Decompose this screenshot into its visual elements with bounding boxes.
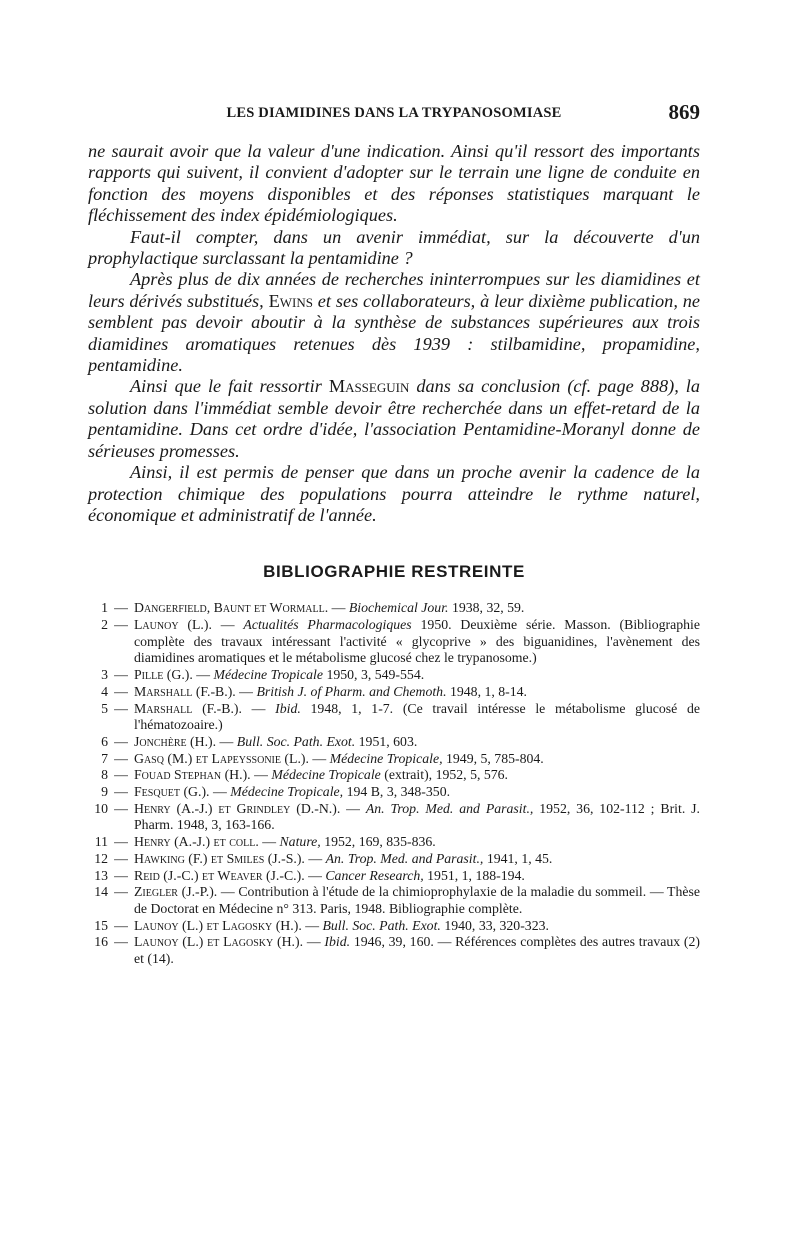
reference-authors: Pille (G.). (134, 667, 193, 683)
reference-details: (extrait), 1952, 5, 576. (380, 767, 509, 783)
reference-number: 14 (94, 884, 108, 900)
reference-authors: Henry (A.-J.) et coll. (134, 834, 259, 850)
reference-journal: British J. of Pharm. and Chemoth. (256, 683, 447, 699)
reference-separator: — (250, 767, 272, 783)
paragraph-4-text-b: dans sa conclusion (cf. page 888), la solution dans l'immédiat semble devoir être recherchée dans un effet-retard de la pentamidine. Dans cet ordre d'idée, l'association Pentamidine-Moranyl donne de sérieuses promesses. (88, 376, 700, 461)
reference-separator: — (216, 733, 237, 749)
reference-dash: — (114, 834, 128, 850)
reference-text (134, 701, 700, 734)
reference-dash: — (114, 667, 128, 683)
reference-journal: Médecine Tropicale (213, 667, 323, 683)
reference-item (88, 784, 700, 801)
reference-dash: — (114, 850, 128, 866)
body-text (88, 141, 700, 526)
reference-journal: Ibid. (324, 934, 351, 950)
reference-authors: Gasq (M.) et Lapeyssonie (L.). (134, 750, 309, 766)
reference-dash: — (114, 917, 128, 933)
reference-journal: Actualités Pharmacologiques (243, 617, 412, 633)
reference-authors: Hawking (F.) et Smiles (J.-S.). (134, 850, 305, 866)
reference-separator: — (258, 834, 280, 850)
reference-dash: — (114, 884, 128, 900)
reference-number: 13 (94, 867, 108, 883)
reference-separator: — (211, 617, 244, 633)
reference-text (134, 767, 700, 784)
reference-journal: Nature, (279, 834, 321, 850)
paragraph-3 (88, 269, 700, 376)
reference-item (88, 934, 700, 967)
reference-authors: Ziegler (J.-P.). (134, 884, 218, 900)
reference-text (134, 868, 700, 885)
reference-item (88, 600, 700, 617)
reference-number: 11 (94, 834, 108, 850)
reference-item (88, 701, 700, 734)
reference-text (134, 667, 700, 684)
paragraph-4-text-a: Ainsi que le fait ressortir (130, 376, 329, 397)
reference-number: 8 (101, 767, 108, 783)
reference-separator: — (241, 700, 276, 716)
reference-dash: — (114, 800, 128, 816)
reference-item (88, 834, 700, 851)
page-header (88, 100, 700, 124)
page (88, 100, 700, 968)
paragraph-5: Ainsi, il est permis de penser que dans un proche avenir la cadence de la protection chimique des populations pourra atteindre le rythme naturel, économique et administratif de l'année. (88, 462, 700, 525)
reference-item (88, 868, 700, 885)
reference-details: 1951, 603. (355, 733, 418, 749)
reference-details: 1941, 1, 45. (483, 850, 553, 866)
reference-authors: Dangerfield, Baunt et Wormall. (134, 600, 329, 616)
reference-authors: Jonchère (H.). (134, 733, 217, 749)
paragraph-4 (88, 376, 700, 462)
reference-dash: — (114, 733, 128, 749)
reference-dash: — (114, 617, 128, 633)
reference-journal: Médecine Tropicale (271, 767, 381, 783)
reference-details: 1949, 5, 785-804. (442, 750, 544, 766)
running-head: LES DIAMIDINES DANS LA TRYPANOSOMIASE (226, 105, 562, 121)
reference-text (134, 834, 700, 851)
reference-dash: — (114, 700, 128, 716)
reference-details: 1952, 169, 835-836. (320, 834, 436, 850)
reference-item (88, 684, 700, 701)
reference-item (88, 884, 700, 917)
reference-authors: Fesquet (G.). (134, 784, 210, 800)
reference-number: 1 (101, 600, 108, 616)
reference-item (88, 918, 700, 935)
reference-item (88, 617, 700, 667)
reference-dash: — (114, 867, 128, 883)
reference-item (88, 767, 700, 784)
reference-text (134, 918, 700, 935)
reference-number: 12 (94, 850, 108, 866)
reference-details: 1950, 3, 549-554. (323, 667, 425, 683)
reference-journal: Ibid. (275, 700, 301, 716)
reference-journal: Cancer Research, (325, 867, 424, 883)
reference-details: 194 B, 3, 348-350. (343, 784, 451, 800)
author-name-masseguin: Masseguin (328, 376, 410, 397)
reference-separator: — (308, 750, 330, 766)
reference-number: 6 (101, 733, 108, 749)
reference-details: 1946, 39, 160. — Références complètes des autres travaux (2) et (14). (134, 934, 700, 967)
reference-number: 10 (94, 800, 108, 816)
reference-number: 4 (101, 683, 108, 699)
reference-number: 3 (101, 667, 108, 683)
reference-authors: Launoy (L.) et Lagosky (H.). (134, 934, 304, 950)
reference-authors: Launoy (L.). (134, 617, 212, 633)
reference-dash: — (114, 683, 128, 699)
reference-dash: — (114, 767, 128, 783)
reference-separator: — (209, 784, 231, 800)
reference-separator: — (301, 917, 323, 933)
author-name-ewins: Ewins (268, 290, 313, 311)
reference-item (88, 667, 700, 684)
paragraph-3-text-a: Après plus de dix années de recherches ininterrompues sur les diamidines et leurs dérivés substitués, (88, 269, 700, 311)
reference-authors: Launoy (L.) et Lagosky (H.). (134, 917, 302, 933)
paragraph-3-text-b: et ses collaborateurs, à leur dixième publication, ne semblent pas devoir aboutir à la synthèse de substances supérieures aux trois diamidines aromatiques retenues dès 1939 : stilbamidine, propamidine, pentamidine. (88, 290, 700, 376)
reference-journal: Bull. Soc. Path. Exot. (236, 733, 356, 749)
reference-text (134, 617, 700, 667)
reference-dash: — (114, 934, 128, 950)
bibliography-list (88, 600, 700, 967)
reference-dash: — (114, 784, 128, 800)
reference-separator: — (235, 683, 257, 699)
reference-item (88, 801, 700, 834)
reference-separator: — (217, 884, 239, 900)
reference-dash: — (114, 600, 128, 616)
bibliography-title: BIBLIOGRAPHIE RESTREINTE (263, 562, 525, 582)
reference-separator: — (328, 600, 349, 616)
reference-details: 1952, 36, 102-112 ; Brit. J. Pharm. 1948, 3, 163-166. (134, 800, 700, 833)
reference-text (134, 600, 700, 617)
reference-text (134, 851, 700, 868)
reference-item (88, 851, 700, 868)
reference-text (134, 751, 700, 768)
reference-separator: — (304, 867, 326, 883)
reference-journal: Médecine Tropicale, (329, 750, 443, 766)
page-number: 869 (668, 100, 700, 124)
reference-details: 1940, 33, 320-323. (440, 917, 549, 933)
reference-details: 1948, 1, 8-14. (446, 683, 528, 699)
reference-dash: — (114, 750, 128, 766)
reference-separator: — (192, 667, 214, 683)
reference-details: 1938, 32, 59. (448, 600, 525, 616)
reference-number: 16 (94, 934, 108, 950)
reference-authors: Henry (A.-J.) et Grindley (D.-N.). (134, 800, 341, 816)
reference-number: 9 (101, 784, 108, 800)
reference-details: 1950. Deuxième série. Masson. (Bibliographie complète des travaux intéressant l'activité « glycoprive » des biguanidines, l'avènement des diamidines aromatiques et le métabolisme glucosé chez le trypanosome.) (134, 617, 700, 666)
reference-authors: Fouad Stephan (H.). (134, 767, 251, 783)
reference-journal: Médecine Tropicale, (230, 784, 344, 800)
reference-number: 7 (101, 750, 108, 766)
reference-number: 5 (101, 700, 108, 716)
reference-authors: Marshall (F.-B.). (134, 683, 236, 699)
reference-item (88, 751, 700, 768)
reference-details: Contribution à l'étude de la chimioprophylaxie de la maladie du sommeil. — Thèse de Doctorat en Médecine n° 313. Paris, 1948. Bibliographie complète. (134, 884, 700, 916)
reference-separator: — (340, 800, 366, 816)
reference-item (88, 734, 700, 751)
reference-authors: Marshall (F.-B.). (134, 700, 242, 716)
reference-number: 15 (94, 917, 108, 933)
reference-journal: An. Trop. Med. and Parasit., (325, 850, 484, 866)
reference-text (134, 884, 700, 917)
reference-text (134, 784, 700, 801)
reference-details: 1948, 1, 1-7. (Ce travail intéresse le métabolisme glucosé de l'hématozoaire.) (134, 700, 701, 733)
reference-journal: Bull. Soc. Path. Exot. (322, 917, 441, 933)
reference-number: 2 (101, 617, 108, 633)
reference-separator: — (304, 850, 326, 866)
reference-authors: Reid (J.-C.) et Weaver (J.-C.). (134, 867, 305, 883)
reference-text (134, 734, 700, 751)
reference-text (134, 934, 700, 967)
reference-journal: An. Trop. Med. and Parasit., (365, 800, 534, 816)
paragraph-1: ne saurait avoir que la valeur d'une indication. Ainsi qu'il ressort des importants rapports qui suivent, il convient d'adopter sur le terrain une ligne de conduite en fonction des moyens disponibles et des réponses statistiques marquant le fléchissement des index épidémiologiques. (88, 141, 700, 226)
reference-journal: Biochemical Jour. (348, 600, 449, 616)
reference-text (134, 684, 700, 701)
paragraph-2: Faut-il compter, dans un avenir immédiat, sur la découverte d'un prophylactique surclassant la pentamidine ? (88, 226, 700, 269)
reference-separator: — (303, 934, 325, 950)
reference-text (134, 801, 700, 834)
reference-details: 1951, 1, 188-194. (423, 867, 525, 883)
